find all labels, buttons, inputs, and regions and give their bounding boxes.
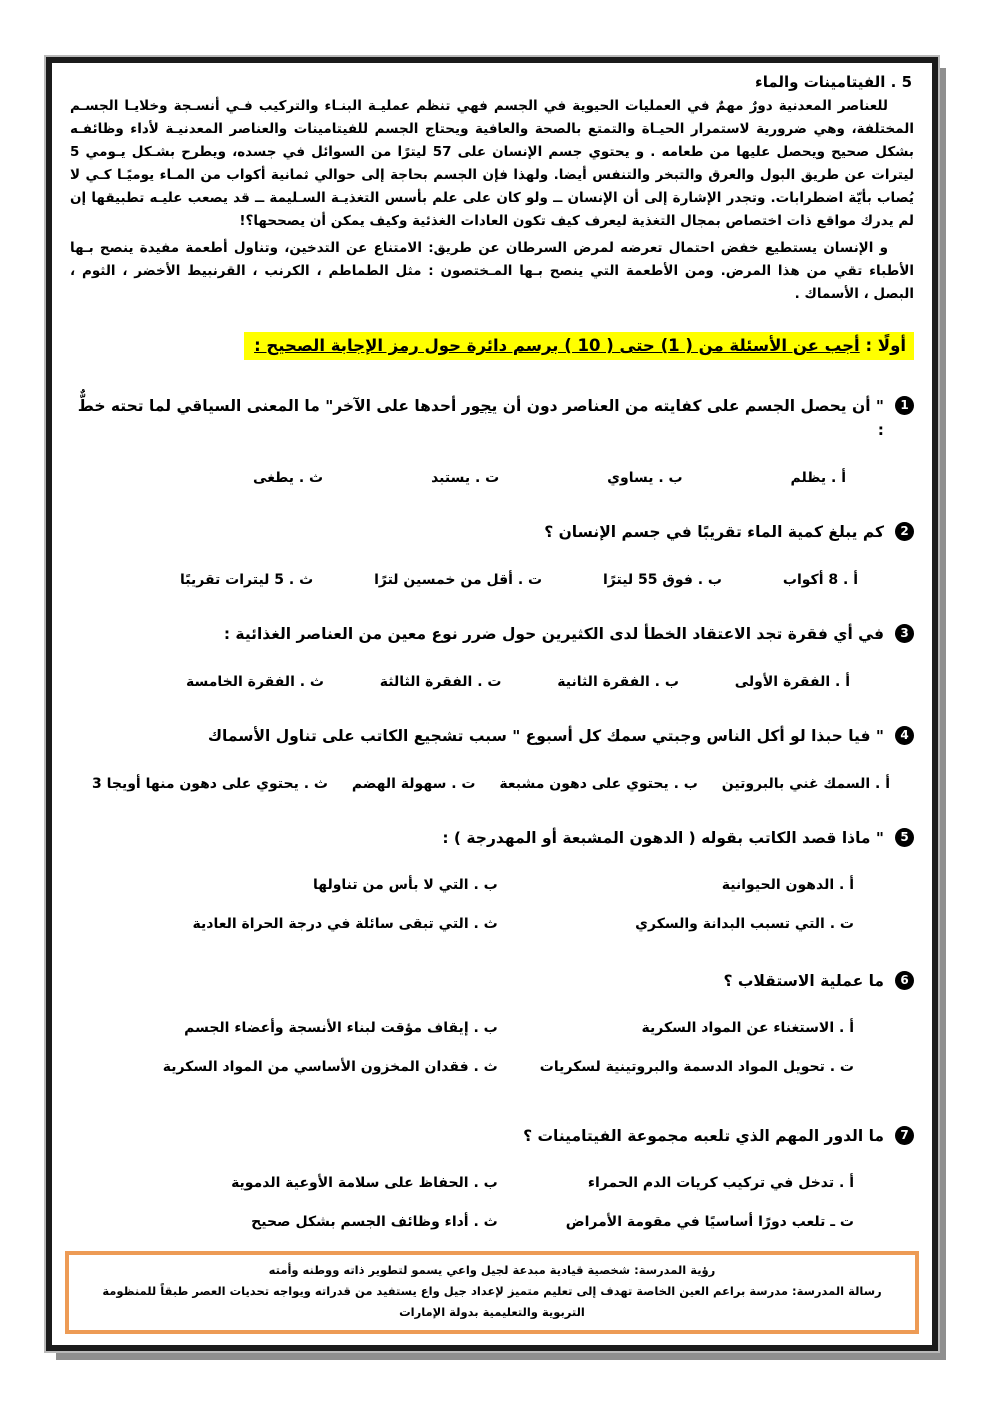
school-footer-box <box>65 1251 919 1334</box>
question-4-text: " فيا حبذا لو أكل الناس وجبتي سمك كل أسبوع " سبب تشجيع الكاتب على تناول الأسماك <box>207 727 884 745</box>
question-5-option-th: ث . التي تبقى سائلة في درجة الحراة العادية <box>192 916 498 932</box>
question-4-option-t: ت . سهولة الهضم <box>351 776 476 792</box>
question-3-option-a: أ . الفقرة الأولى <box>734 674 850 690</box>
question-1-number-badge: 1 <box>895 396 914 415</box>
question-1-option-t: ت . يستبد <box>431 470 500 486</box>
question-6-option-b: ب . إيقاف مؤقت لبناء الأنسجة وأعضاء الجسم <box>184 1020 498 1036</box>
question-5-option-b: ب . التي لا بأس من تناولها <box>312 877 498 893</box>
question-6-options <box>96 1017 854 1078</box>
question-3-text: في أي فقرة تجد الاعتقاد الخطأ لدى الكثيرين حول ضرر نوع معين من العناصر الغذائية : <box>223 625 884 643</box>
question-4 <box>68 724 914 748</box>
question-5-text: " ماذا قصد الكاتب بقوله ( الدهون المشبعة أو المهدرجة ) : <box>442 829 884 847</box>
question-1-option-b: ب . يساوي <box>607 470 683 486</box>
question-3-number-badge: 3 <box>895 624 914 643</box>
intro-paragraph-2: و الإنسان يستطيع خفض احتمال تعرضه لمرض السرطان عن طريق: الامتناع عن التدخين، وتناول أطعمة مفيدة ينصح بـها الأطباء تقي من هذا المرض. ومن الأطعمة التي ينصح بـها المـختصون : مثل الطماطم ، الكرنب ، القرنبيط الأخضر ، الثوم ، البصل ، الأسماك . <box>70 240 914 302</box>
intro-paragraph-1: للعناصر المعدنية دورٌ مهمٌ في العمليات الحيوية في الجسم فهي تنظم عمليـة البنـاء والتركيب فـي أنسـجة وخلايـا الجسـم المختلفة، وهي ضرورية لاستمرار الحيـاة والتمتع بالصحة والعافية ويحتاج الجسم للفيتامينات والعناصر المعدنيـة لأداء وظائفـه بشكل صحيح ويحصل عليها من طعامه . و يحتوي جسم الإنسان على 57 ليترًا من السوائل في جسده، ويطرح بشـكل يـومي 5 ليترات عن طريق البول والعرق والتبخر والتنفس أيضا. ولهذا فإن الجسم بحاجة إلى حوالي ثمانية أكواب من المـاء يوميًـا كـي لا يُصاب بأيّة اضطرابات. وتجدر الإشارة إلى أن الإنسان ــ ولو كان على علم بأسس التغذيـة السـليمة ــ قد يصعب عليـه تطبيقها إن لم يدرك مواقع ذات اختصاص بمجال التغذية ليعرف كيف تكون العادات الغذئية وكيف يمكن أن يصححها؟! <box>70 98 914 229</box>
question-5-options <box>96 874 854 935</box>
section-heading-underlined: أجب عن الأسئلة من ( 1) حتى ( 10 ) برسم دائرة حول رمز الإجابة الصحيح : <box>254 336 860 355</box>
question-4-options <box>92 776 890 792</box>
question-2-option-t: ت . أقل من خمسين لترًا <box>374 572 543 588</box>
question-7-options <box>96 1172 854 1233</box>
question-1-options <box>253 470 846 486</box>
question-7-option-b: ب . الحفاظ على سلامة الأوعية الدموية <box>231 1175 498 1191</box>
question-1-option-a: أ . يظلم <box>790 470 846 486</box>
question-7-option-a: أ . تدخل في تركيب كريات الدم الحمراء <box>587 1175 854 1191</box>
question-7-option-t: ت ـ تلعب دورًا أساسيًا في مقومة الأمراض <box>565 1214 854 1230</box>
document-title: 5 . الفيتامينات والماء <box>755 73 912 91</box>
question-2-number-badge: 2 <box>895 522 914 541</box>
question-7-option-th: ث . أداء وظائف الجسم بشكل صحيح <box>251 1214 498 1230</box>
school-vision-line: رؤية المدرسة: شخصية قيادية مبدعة لجيل واعي يسمو لتطوير ذاته ووطنه وأمته <box>268 1263 716 1277</box>
question-6-text: ما عملية الاستقلاب ؟ <box>723 972 884 990</box>
document-page <box>46 57 938 1351</box>
question-7-number-badge: 7 <box>895 1126 914 1145</box>
section-heading-prefix: أولًا : <box>859 336 906 355</box>
school-mission-line: رسالة المدرسة: مدرسة براعم العين الخاصة تهدف إلى تعليم متميز لإعداد جيل واع يستفيد من قدراته ويواجه تحديات العصر طبقاً للمنظومة التربوية والتعليمية بدولة الإمارات <box>102 1284 882 1319</box>
question-4-number-badge: 4 <box>895 726 914 745</box>
question-2-option-a: أ . 8 أكواب <box>782 572 858 588</box>
section-heading-highlight <box>244 332 914 360</box>
question-6-option-a: أ . الاستغناء عن المواد السكرية <box>641 1020 854 1036</box>
question-6 <box>68 969 914 993</box>
question-5 <box>68 826 914 850</box>
question-7-text: ما الدور المهم الذي تلعبه مجموعة الفيتامينات ؟ <box>523 1127 884 1145</box>
question-2-option-b: ب . فوق 55 ليترًا <box>602 572 723 588</box>
question-1-option-th: ث . يطغى <box>253 470 324 486</box>
question-2-option-th: ث . 5 ليترات تقريبًا <box>180 572 314 588</box>
question-6-number-badge: 6 <box>895 971 914 990</box>
question-1-text <box>68 394 884 442</box>
document-content <box>52 63 932 1345</box>
question-6-option-th: ث . فقدان المخزون الأساسي من المواد السكرية <box>162 1059 498 1075</box>
section-heading-row <box>68 332 914 360</box>
question-2-options <box>180 572 858 588</box>
question-6-option-t: ت . تحويل المواد الدسمة والبروتينية لسكريات <box>539 1059 854 1075</box>
question-1-text-pre: " أن يحصل الجسم على كفايته من العناصر دون أن <box>497 397 884 415</box>
question-7 <box>68 1124 914 1148</box>
question-3-option-th: ث . الفقرة الخامسة <box>186 674 324 690</box>
question-1-underlined-word: يجور <box>461 397 498 415</box>
question-3-options <box>186 674 850 690</box>
question-5-number-badge: 5 <box>895 828 914 847</box>
question-2 <box>68 520 914 544</box>
question-3-option-b: ب . الفقرة الثانية <box>557 674 679 690</box>
question-5-option-a: أ . الدهون الحيوانية <box>721 877 854 893</box>
question-4-option-b: ب . يحتوي على دهون مشبعة <box>499 776 698 792</box>
question-1-text-post: أحدها على الآخر" ما المعنى السياقي لما تحته خطٌّ : <box>77 397 884 439</box>
question-1 <box>68 394 914 442</box>
question-5-option-t: ت . التي تسبب البدانة والسكري <box>635 916 854 932</box>
question-4-option-th: ث . يحتوي على دهون منها أويجا 3 <box>92 776 328 792</box>
question-2-text: كم يبلغ كمية الماء تقريبًا في جسم الإنسان ؟ <box>544 523 884 541</box>
question-3-option-t: ت . الفقرة الثالثة <box>379 674 502 690</box>
question-3 <box>68 622 914 646</box>
question-4-option-a: أ . السمك غني بالبروتين <box>721 776 890 792</box>
